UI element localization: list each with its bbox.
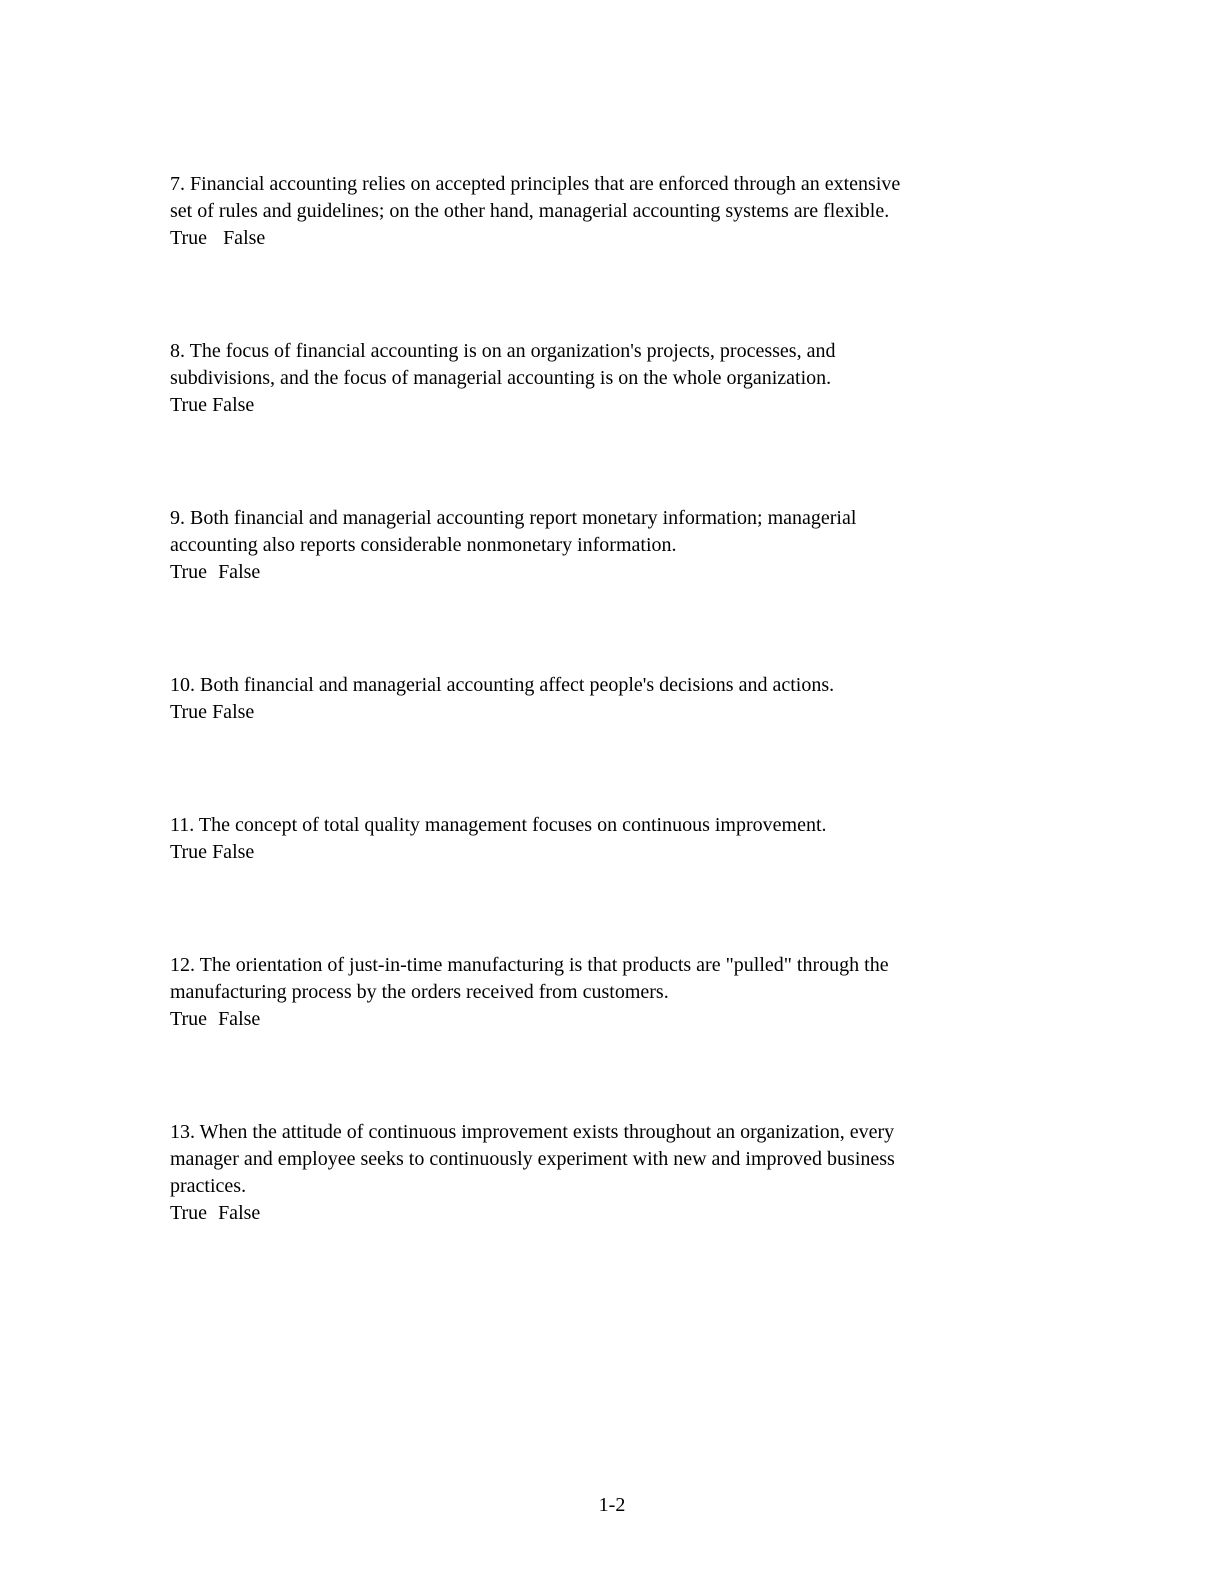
question-9-text-line: 9. Both financial and managerial accounting report monetary information; managerial: [170, 507, 857, 529]
question-7-text-line: set of rules and guidelines; on the other hand, managerial accounting systems are flexible.: [170, 200, 890, 222]
question-13-true-false-options: [170, 1200, 1075, 1227]
page-number: 1-2: [598, 1494, 626, 1516]
question-9-text-line: accounting also reports considerable nonmonetary information.: [170, 534, 677, 556]
question-11: [170, 812, 1075, 866]
question-13-true-option[interactable]: True: [170, 1202, 208, 1224]
question-13-text-line: manager and employee seeks to continuously experiment with new and improved business: [170, 1148, 895, 1170]
question-10-false-option[interactable]: False: [212, 701, 255, 723]
question-8-false-option[interactable]: False: [212, 394, 255, 416]
question-12-true-option[interactable]: True: [170, 1008, 208, 1030]
question-10-true-false-options: [170, 699, 1075, 726]
question-10-true-option[interactable]: True: [170, 701, 208, 723]
question-9-true-option[interactable]: True: [170, 561, 208, 583]
question-9-false-option[interactable]: False: [218, 561, 261, 583]
question-8-text-line: 8. The focus of financial accounting is on an organization's projects, processes, and: [170, 340, 836, 362]
question-7-false-option[interactable]: False: [223, 227, 266, 249]
question-11-text-line: 11. The concept of total quality management focuses on continuous improvement.: [170, 814, 827, 836]
question-13: [170, 1119, 1075, 1227]
question-7-true-false-options: [170, 225, 1075, 252]
question-12-false-option[interactable]: False: [218, 1008, 261, 1030]
question-9: [170, 505, 1075, 586]
question-10-text-line: 10. Both financial and managerial accounting affect people's decisions and actions.: [170, 674, 835, 696]
question-13-false-option[interactable]: False: [218, 1202, 261, 1224]
question-7: [170, 171, 1075, 252]
question-13-text-line: practices.: [170, 1175, 247, 1197]
question-11-false-option[interactable]: False: [212, 841, 255, 863]
question-12-text-line: 12. The orientation of just-in-time manufacturing is that products are "pulled" through the: [170, 954, 889, 976]
question-7-text-line: 7. Financial accounting relies on accepted principles that are enforced through an extensive: [170, 173, 901, 195]
question-10: [170, 672, 1075, 726]
question-8: [170, 338, 1075, 419]
question-8-true-false-options: [170, 392, 1075, 419]
question-13-text-line: 13. When the attitude of continuous improvement exists throughout an organization, every: [170, 1121, 895, 1143]
question-8-text-line: subdivisions, and the focus of managerial accounting is on the whole organization.: [170, 367, 832, 389]
questions-list: [170, 171, 1075, 1313]
question-11-true-false-options: [170, 839, 1075, 866]
question-12-text-line: manufacturing process by the orders received from customers.: [170, 981, 669, 1003]
question-11-true-option[interactable]: True: [170, 841, 208, 863]
question-12: [170, 952, 1075, 1033]
question-9-true-false-options: [170, 559, 1075, 586]
question-7-true-option[interactable]: True: [170, 227, 208, 249]
question-8-true-option[interactable]: True: [170, 394, 208, 416]
question-12-true-false-options: [170, 1006, 1075, 1033]
